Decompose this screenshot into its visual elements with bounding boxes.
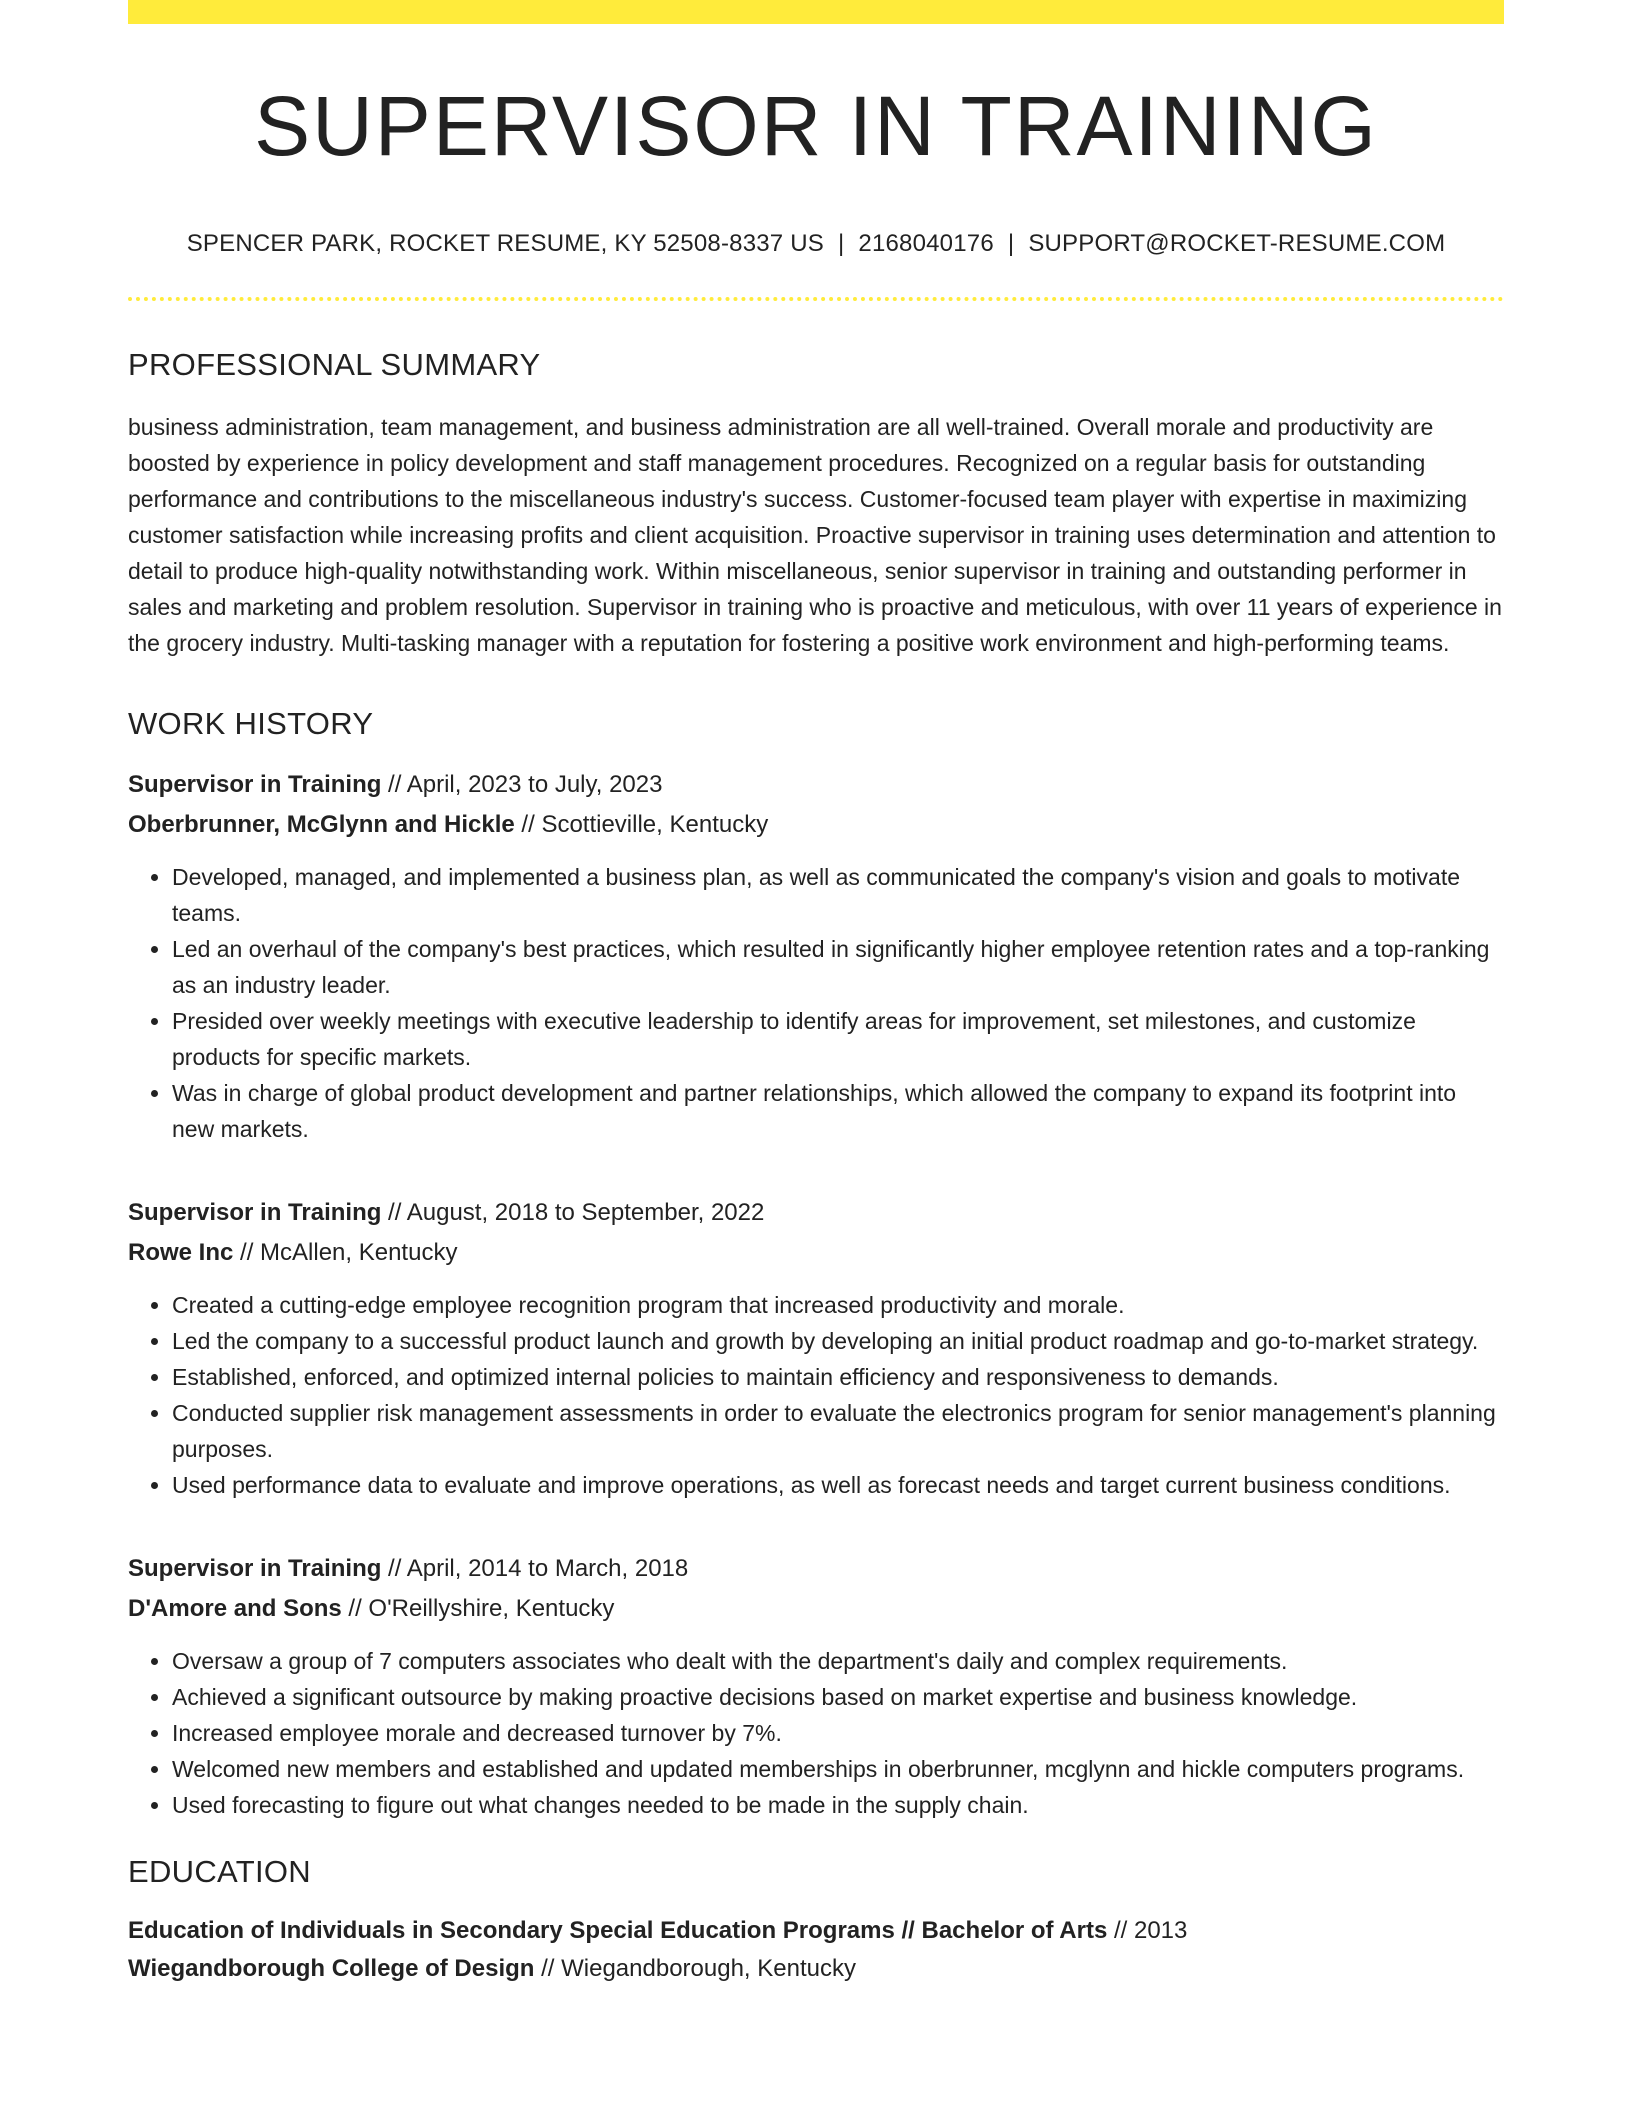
job-location: // O'Reillyshire, Kentucky: [341, 1594, 615, 1622]
job-company: D'Amore and Sons: [128, 1594, 342, 1622]
education-degree: Education of Individuals in Secondary Special Education Programs // Bachelor of Arts: [128, 1916, 1108, 1944]
job-role: Supervisor in Training: [128, 770, 382, 798]
education-year: // 2013: [1107, 1916, 1188, 1944]
job-entry: [128, 1193, 1504, 1503]
job-bullet: • Led the company to a successful product launch and growth by developing an initial product roadmap and go-to-market strategy.: [172, 1323, 1504, 1359]
job-entry: [128, 765, 1504, 1147]
resume-page: [128, 0, 1504, 1988]
job-bullet: • Welcomed new members and established and updated memberships in oberbrunner, mcglynn and hickle computers programs.: [172, 1751, 1504, 1787]
job-bullet: • Used forecasting to figure out what changes needed to be made in the supply chain.: [172, 1787, 1504, 1823]
resume-name: SUPERVISOR IN TRAINING: [254, 79, 1378, 173]
job-company: Rowe Inc: [128, 1238, 234, 1266]
contact-address: SPENCER PARK, ROCKET RESUME, KY 52508-8337 US: [186, 230, 824, 258]
job-bullet: • Presided over weekly meetings with executive leadership to identify areas for improvement, set milestones, and customize products for specific markets.: [172, 1003, 1504, 1075]
job-bullet: • Used performance data to evaluate and improve operations, as well as forecast needs and target current business conditions.: [172, 1467, 1504, 1503]
job-company-line: [128, 1589, 1504, 1629]
contact-line: [128, 230, 1504, 259]
contact-separator: |: [1007, 230, 1015, 258]
job-bullet: • Established, enforced, and optimized internal policies to maintain efficiency and responsiveness to demands.: [172, 1359, 1504, 1395]
job-bullet: • Conducted supplier risk management assessments in order to evaluate the electronics program for senior management's planning purposes.: [172, 1395, 1504, 1467]
job-bullets: [128, 1643, 1504, 1823]
summary-heading: PROFESSIONAL SUMMARY: [128, 347, 541, 383]
education-school-line: [128, 1950, 1504, 1988]
job-dates: // April, 2014 to March, 2018: [381, 1554, 689, 1582]
job-company-line: [128, 805, 1504, 845]
education-entry: [128, 1912, 1504, 1988]
dotted-divider: [128, 297, 1504, 301]
contact-email[interactable]: SUPPORT@ROCKET-RESUME.COM: [1028, 230, 1446, 258]
job-role: Supervisor in Training: [128, 1198, 382, 1226]
job-bullet: • Oversaw a group of 7 computers associates who dealt with the department's daily and complex requirements.: [172, 1643, 1504, 1679]
job-dates: // August, 2018 to September, 2022: [381, 1198, 765, 1226]
job-bullet: • Led an overhaul of the company's best practices, which resulted in significantly higher employee retention rates and a top-ranking as an industry leader.: [172, 931, 1504, 1003]
job-title-line: [128, 1549, 1504, 1589]
education-degree-line: [128, 1912, 1504, 1950]
job-company: Oberbrunner, McGlynn and Hickle: [128, 810, 515, 838]
job-location: // Scottieville, Kentucky: [514, 810, 769, 838]
job-entry: [128, 1549, 1504, 1823]
job-location: // McAllen, Kentucky: [233, 1238, 458, 1266]
job-bullet: • Achieved a significant outsource by making proactive decisions based on market expertise and business knowledge.: [172, 1679, 1504, 1715]
job-title-line: [128, 765, 1504, 805]
job-bullets: [128, 1287, 1504, 1503]
contact-separator: |: [837, 230, 845, 258]
contact-phone[interactable]: 2168040176: [858, 230, 994, 258]
work-history-heading: WORK HISTORY: [128, 706, 374, 742]
summary-text: business administration, team management, and business administration are all well-trained. Overall morale and productivity are boosted by experience in policy development and staff management procedures. Recognized on a regular basis for outstanding performance and contributions to the miscellaneous industry's success. Customer-focused team player with expertise in maximizing customer satisfaction while increasing profits and client acquisition. Proactive supervisor in training uses determination and attention to detail to produce high-quality notwithstanding work. Within miscellaneous, senior supervisor in training and outstanding performer in sales and marketing and problem resolution. Supervisor in training who is proactive and meticulous, with over 11 years of experience in the grocery industry. Multi-tasking manager with a reputation for fostering a positive work environment and high-performing teams.: [128, 414, 1502, 657]
education-heading: EDUCATION: [128, 1853, 311, 1889]
education-location: // Wiegandborough, Kentucky: [534, 1954, 856, 1982]
job-bullet: • Created a cutting-edge employee recognition program that increased productivity and morale.: [172, 1287, 1504, 1323]
job-title-line: [128, 1193, 1504, 1233]
education-school: Wiegandborough College of Design: [128, 1954, 535, 1982]
job-company-line: [128, 1233, 1504, 1273]
job-dates: // April, 2023 to July, 2023: [381, 770, 663, 798]
job-role: Supervisor in Training: [128, 1554, 382, 1582]
top-accent-bar: [128, 0, 1504, 24]
job-bullet: • Developed, managed, and implemented a business plan, as well as communicated the company's vision and goals to motivate teams.: [172, 859, 1504, 931]
job-bullet: • Was in charge of global product development and partner relationships, which allowed the company to expand its footprint into new markets.: [172, 1075, 1504, 1147]
job-bullets: [128, 859, 1504, 1147]
job-bullet: • Increased employee morale and decreased turnover by 7%.: [172, 1715, 1504, 1751]
